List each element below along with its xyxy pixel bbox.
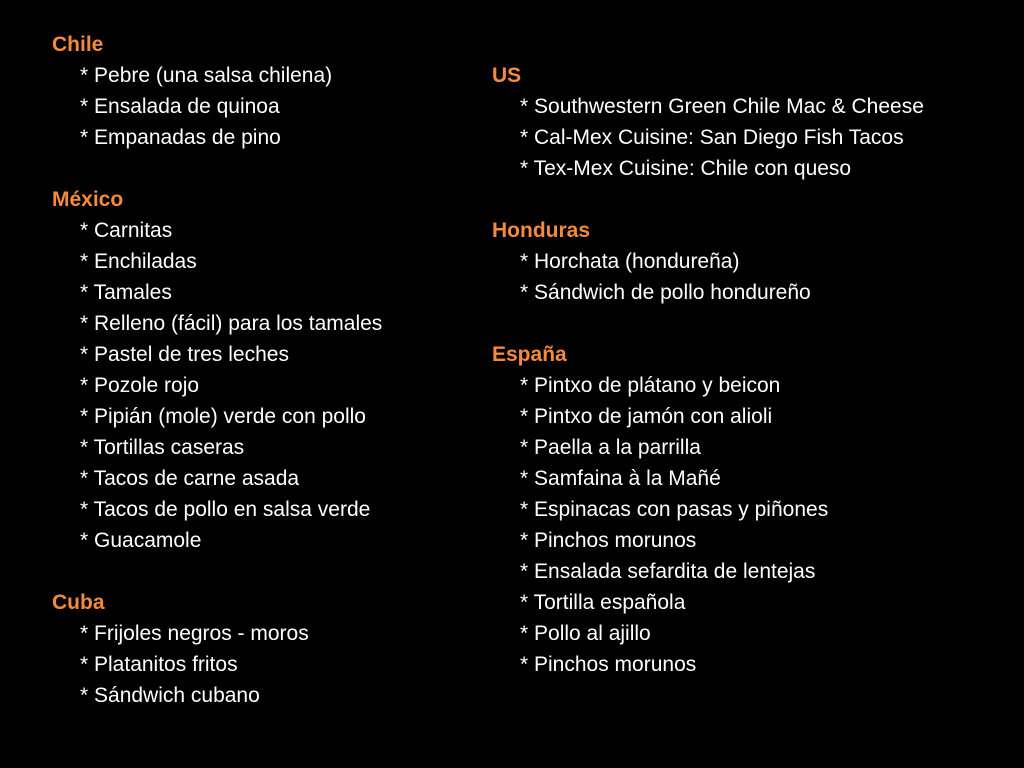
list-item: * Platanitos fritos <box>80 653 238 676</box>
right-column <box>492 60 1018 711</box>
list-item: * Tacos de carne asada <box>80 467 300 490</box>
list-item: * Ensalada de quinoa <box>80 95 280 118</box>
recipe-list <box>492 370 1018 680</box>
list-item: * Pintxo de jamón con alioli <box>520 405 773 428</box>
list-item: * Pebre (una salsa chilena) <box>80 64 333 87</box>
section-title: US <box>492 64 522 87</box>
list-item: * Pinchos morunos <box>520 653 697 676</box>
recipe-list <box>52 215 482 556</box>
list-item: * Pinchos morunos <box>520 529 697 552</box>
list-item: * Enchiladas <box>80 250 197 273</box>
list-item: * Southwestern Green Chile Mac & Cheese <box>520 95 924 118</box>
list-item: * Pozole rojo <box>80 374 200 397</box>
list-item: * Tex-Mex Cuisine: Chile con queso <box>520 157 852 180</box>
recipe-list <box>52 618 482 711</box>
list-item: * Sándwich de pollo hondureño <box>520 281 811 304</box>
list-item: * Pintxo de plátano y beicon <box>520 374 781 397</box>
list-item: * Tamales <box>80 281 172 304</box>
recipe-section <box>52 29 482 153</box>
list-item: * Pastel de tres leches <box>80 343 289 366</box>
recipe-list <box>52 60 482 153</box>
list-item: * Cal-Mex Cuisine: San Diego Fish Tacos <box>520 126 904 149</box>
recipe-list <box>492 246 1018 308</box>
section-title: Honduras <box>492 219 591 242</box>
list-item: * Sándwich cubano <box>80 684 260 707</box>
left-column <box>52 29 482 742</box>
list-item: * Samfaina à la Mañé <box>520 467 721 490</box>
list-item: * Tacos de pollo en salsa verde <box>80 498 371 521</box>
list-item: * Relleno (fácil) para los tamales <box>80 312 383 335</box>
recipe-section <box>492 215 1018 308</box>
section-title: España <box>492 343 567 366</box>
list-item: * Pipián (mole) verde con pollo <box>80 405 366 428</box>
recipe-section <box>52 184 482 556</box>
recipe-section <box>492 60 1018 184</box>
list-item: * Tortilla española <box>520 591 686 614</box>
list-item: * Empanadas de pino <box>80 126 281 149</box>
section-title: México <box>52 188 124 211</box>
list-item: * Paella a la parrilla <box>520 436 701 459</box>
list-item: * Guacamole <box>80 529 202 552</box>
list-item: * Tortillas caseras <box>80 436 245 459</box>
list-item: * Frijoles negros - moros <box>80 622 309 645</box>
recipe-list <box>492 91 1018 184</box>
section-title: Cuba <box>52 591 105 614</box>
recipe-section <box>52 587 482 711</box>
recipe-section <box>492 339 1018 680</box>
list-item: * Horchata (hondureña) <box>520 250 740 273</box>
list-item: * Espinacas con pasas y piñones <box>520 498 829 521</box>
list-item: * Carnitas <box>80 219 173 242</box>
list-item: * Ensalada sefardita de lentejas <box>520 560 816 583</box>
section-title: Chile <box>52 33 104 56</box>
list-item: * Pollo al ajillo <box>520 622 651 645</box>
